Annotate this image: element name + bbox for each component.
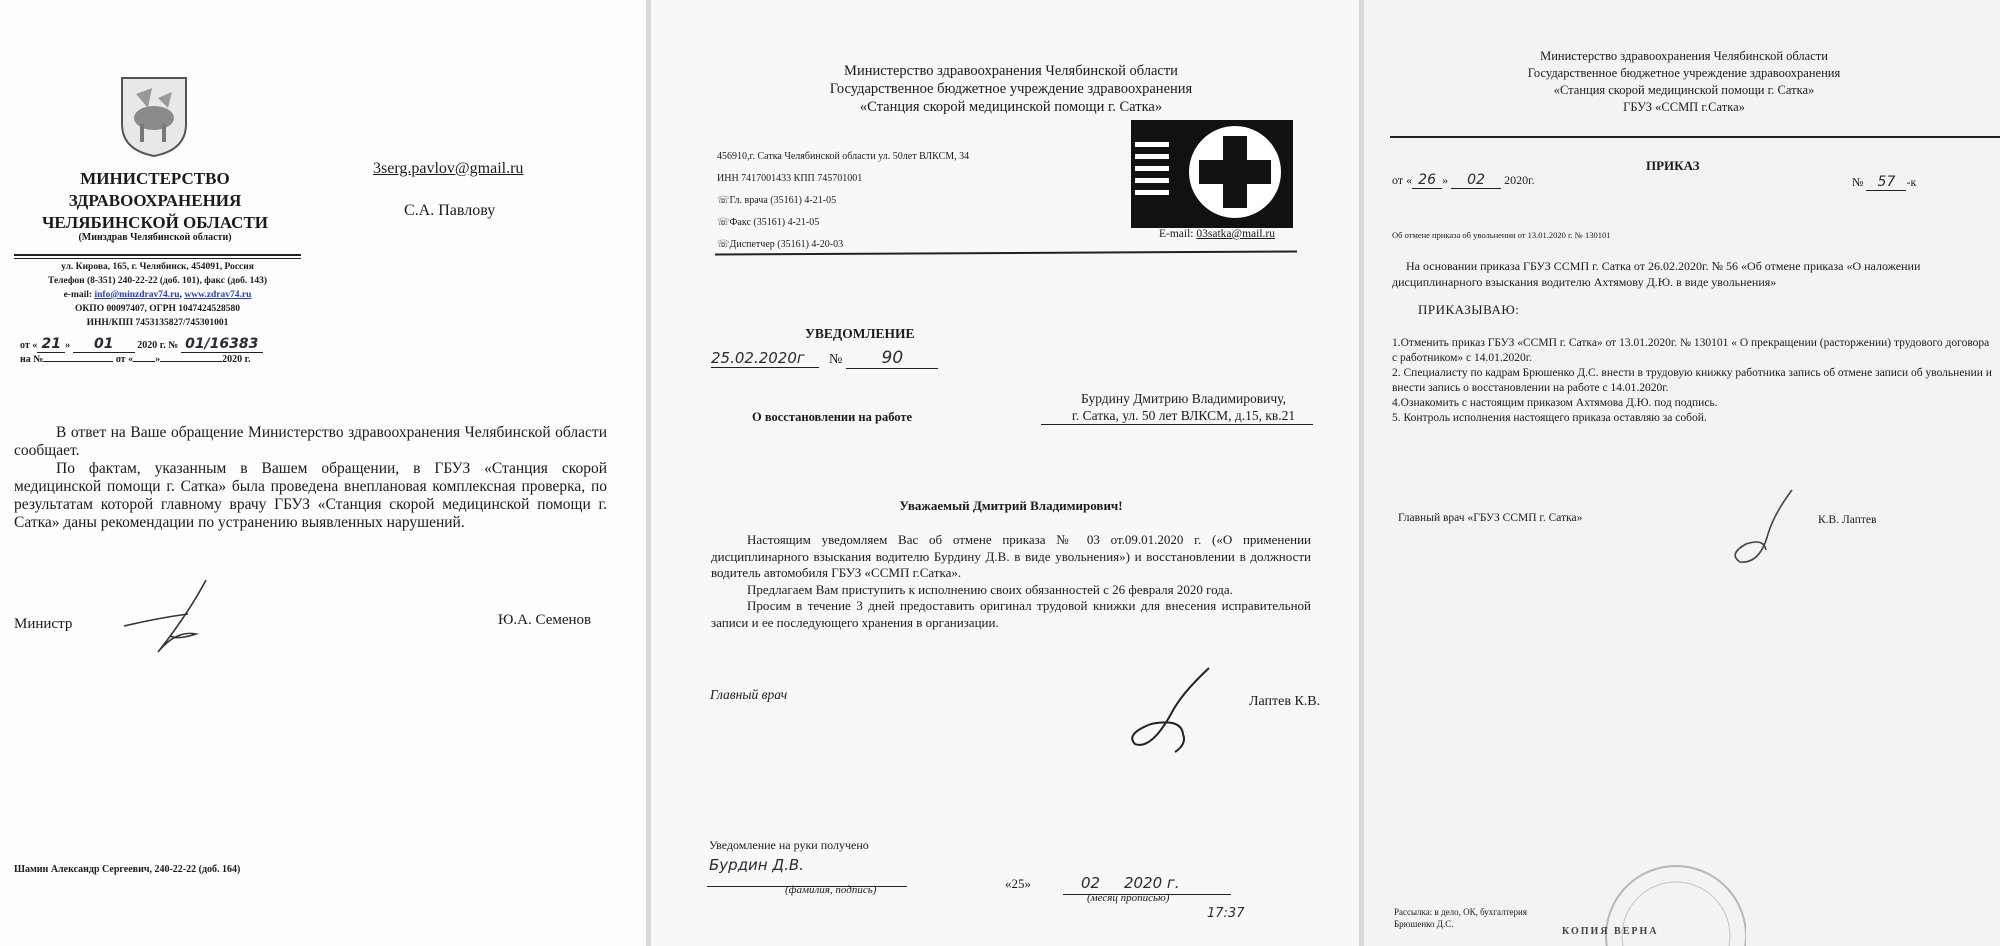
notice-date-line: 25.02.2020г № 90 bbox=[711, 348, 938, 369]
header-station: «Станция скорой медицинской помощи г. Сатка» bbox=[859, 99, 1163, 115]
order-day: 26 bbox=[1412, 172, 1442, 189]
station-email: E-mail: 03satka@mail.ru bbox=[1159, 228, 1275, 240]
header-short: ГБУЗ «ССМП г.Сатка» bbox=[1623, 100, 1745, 114]
station-address: 456910,г. Сатка Челябинской области ул. 50лет ВЛКСМ, 34 bbox=[717, 151, 970, 162]
org-codes2: ИНН/КПП 7453135827/745301001 bbox=[86, 318, 229, 328]
order-item-2: 2. Специалисту по кадрам Брюшенко Д.С. внести в трудовую книжку работника запись об отмене записи об увольнении и внести запись о восстановлении на работе с 14.01.2020г. bbox=[1392, 367, 1992, 394]
letter-ministry bbox=[0, 0, 646, 946]
minister-signature bbox=[118, 574, 214, 658]
received-signature: Бурдин Д.В. bbox=[709, 856, 804, 874]
recipient-email[interactable]: 3serg.pavlov@gmail.ru bbox=[373, 160, 524, 177]
executor-line: Брюшенко Д.С. bbox=[1394, 919, 1454, 929]
org-site-link[interactable]: www.zdrav74.ru bbox=[184, 290, 252, 300]
distribution-line: Рассылка: в дело, ОК, бухгалтерия bbox=[1394, 907, 1527, 917]
letter-paragraph-1: В ответ на Ваше обращение Министерство здравоохранения Челябинской области сообщает. bbox=[14, 424, 607, 459]
notice-date: 25.02.2020г bbox=[711, 349, 819, 368]
org-email-line: e-mail: info@minzdrav74.ru, www.zdrav74.ru bbox=[63, 290, 252, 300]
outgoing-date-line: от « 21 » 01 2020 г. № 01/16383 bbox=[20, 336, 263, 353]
org-codes1: ОКПО 00097407, ОГРН 1047424528580 bbox=[75, 304, 240, 314]
executor-line: Шамин Александр Сергеевич, 240-22-22 (доб. 164) bbox=[14, 864, 241, 875]
outgoing-number: 01/16383 bbox=[181, 336, 263, 353]
received-time: 17:37 bbox=[1207, 906, 1245, 921]
phone-fax: ☏Факс (35161) 4-21-05 bbox=[717, 217, 820, 228]
reply-to-line: на № от « » 2020 г. bbox=[20, 354, 251, 365]
phone-dispatcher: ☏Диспетчер (35161) 4-20-03 bbox=[717, 239, 844, 250]
org-short-name: (Минздрав Челябинской области) bbox=[78, 232, 232, 243]
org-address: ул. Кирова, 165, г. Челябинск, 454091, Россия bbox=[61, 262, 254, 272]
notice-title: УВЕДОМЛЕНИЕ bbox=[805, 326, 915, 341]
phone-chief: ☏Гл. врача (35161) 4-21-05 bbox=[717, 195, 837, 206]
signer-name: Лаптев К.В. bbox=[1249, 694, 1321, 709]
notice-subject: О восстановлении на работе bbox=[752, 410, 913, 424]
copy-stamp: КОПИЯ ВЕРНА bbox=[1562, 926, 1659, 937]
phone-icon: ☏ bbox=[717, 195, 730, 206]
org-name-line3: ЧЕЛЯБИНСКОЙ ОБЛАСТИ bbox=[41, 213, 269, 232]
header-institution: Государственное бюджетное учреждение здравоохранения bbox=[829, 81, 1193, 97]
coat-of-arms-icon bbox=[118, 74, 190, 158]
org-name-line1: МИНИСТЕРСТВО bbox=[80, 169, 230, 188]
received-month: 02 bbox=[1081, 874, 1101, 892]
header-institution: Государственное бюджетное учреждение здравоохранения bbox=[1527, 66, 1841, 80]
received-label: Уведомление на руки получено bbox=[709, 838, 869, 852]
signer-title: Главный врач bbox=[710, 687, 788, 702]
order-subject: Об отмене приказа об увольнении от 13.01.2020 г. № 130101 bbox=[1392, 230, 1611, 240]
order-title: ПРИКАЗ bbox=[1646, 158, 1700, 173]
addressee-name: Бурдину Дмитрию Владимировичу, bbox=[1081, 391, 1286, 406]
order-item-4: 4.Ознакомить с настоящим приказом Ахтямова Д.Ю. под подпись. bbox=[1392, 397, 1718, 409]
notice-number: 90 bbox=[846, 348, 938, 369]
date-month: 01 bbox=[73, 336, 135, 353]
recipient-name: С.А. Павлову bbox=[404, 202, 496, 219]
date-day: 21 bbox=[37, 336, 65, 353]
notice-paragraph-2: Предлагаем Вам приступить к исполнению своих обязанностей с 26 февраля 2020 года. bbox=[747, 581, 1233, 597]
signer-name: К.В. Лаптев bbox=[1818, 514, 1877, 526]
header-ministry: Министерство здравоохранения Челябинской области bbox=[1540, 49, 1828, 63]
org-phone: Телефон (8-351) 240-22-22 (доб. 101), факс (доб. 143) bbox=[47, 276, 267, 286]
month-caption: (месяц прописью) bbox=[1087, 892, 1170, 904]
greeting: Уважаемый Дмитрий Владимирович! bbox=[899, 498, 1123, 513]
order-basis: На основании приказа ГБУЗ ССМП г. Сатка от 26.02.2020г. № 56 «Об отмене приказа «О наложении дисциплинарного взыскания водителю Ахтямову Д.Ю. в виде увольнения» bbox=[1392, 259, 1921, 289]
order-cancellation bbox=[1364, 0, 2000, 946]
notice-paragraph-3: Просим в течение 3 дней предоставить оригинал трудовой книжки для внесения исправительной записи и ее последующего хранения в организации. bbox=[711, 598, 1311, 630]
order-month: 02 bbox=[1451, 172, 1501, 189]
station-inn: ИНН 7417001433 КПП 745701001 bbox=[717, 173, 863, 184]
phone-icon: ☏ bbox=[717, 217, 730, 228]
fio-caption: (фамилия, подпись) bbox=[785, 884, 877, 896]
org-email-link[interactable]: info@minzdrav74.ru bbox=[94, 290, 180, 300]
station-email-link[interactable]: 03satka@mail.ru bbox=[1196, 228, 1275, 240]
received-day: «25» bbox=[1005, 876, 1031, 891]
order-item-1: 1.Отменить приказ ГБУЗ «ССМП г. Сатка» от 13.01.2020г. № 130101 « О прекращении (расторжении) трудового договора с работником» с 14.01.2020г. bbox=[1392, 337, 1990, 364]
addressee-address: г. Сатка, ул. 50 лет ВЛКСМ, д.15, кв.21 bbox=[1071, 408, 1296, 423]
notice-paragraph-1: Настоящим уведомляем Вас об отмене приказа № 03 от.09.01.2020 г. («О применении дисциплинарного взыскания водителю Бурдину Д.В. в виде увольнения») и восстановлении в должности водитель автомобиля ГБУЗ «ССМП г.Сатка». bbox=[711, 532, 1311, 580]
ambulance-cross-logo-icon bbox=[1131, 120, 1293, 228]
order-number: 57 bbox=[1866, 174, 1906, 191]
signer-title: Главный врач «ГБУЗ ССМП г. Сатка» bbox=[1398, 512, 1583, 524]
signer-name: Ю.А. Семенов bbox=[498, 612, 592, 628]
signer-title: Министр bbox=[14, 616, 73, 632]
order-command: ПРИКАЗЫВАЮ: bbox=[1418, 302, 1520, 317]
chief-doctor-signature bbox=[1724, 484, 1804, 572]
order-item-5: 5. Контроль исполнения настоящего приказа оставляю за собой. bbox=[1392, 412, 1707, 424]
received-year: 2020 г. bbox=[1123, 874, 1180, 892]
order-number-line: № 57 -к bbox=[1852, 174, 1917, 190]
notice-reinstatement bbox=[651, 0, 1359, 946]
letter-paragraph-2: По фактам, указанным в Вашем обращении, в ГБУЗ «Станция скорой медицинской помощи г. Сатка» была проведена внеплановая комплексная проверка, по результатам которой главному врачу ГБУЗ «Станция скорой медицинской помощи г. Сатка» даны рекомендации по устранению выявленных нарушений. bbox=[14, 460, 607, 531]
header-station: «Станция скорой медицинской помощи г. Сатка» bbox=[1553, 83, 1815, 97]
received-month-year bbox=[1081, 874, 1180, 892]
org-name-line2: ЗДРАВООХРАНЕНИЯ bbox=[68, 191, 242, 210]
order-date-line: от « 26 » 02 2020г. bbox=[1392, 172, 1535, 188]
chief-doctor-signature bbox=[1121, 664, 1221, 758]
header-ministry: Министерство здравоохранения Челябинской области bbox=[844, 63, 1178, 79]
phone-icon: ☏ bbox=[717, 239, 730, 250]
